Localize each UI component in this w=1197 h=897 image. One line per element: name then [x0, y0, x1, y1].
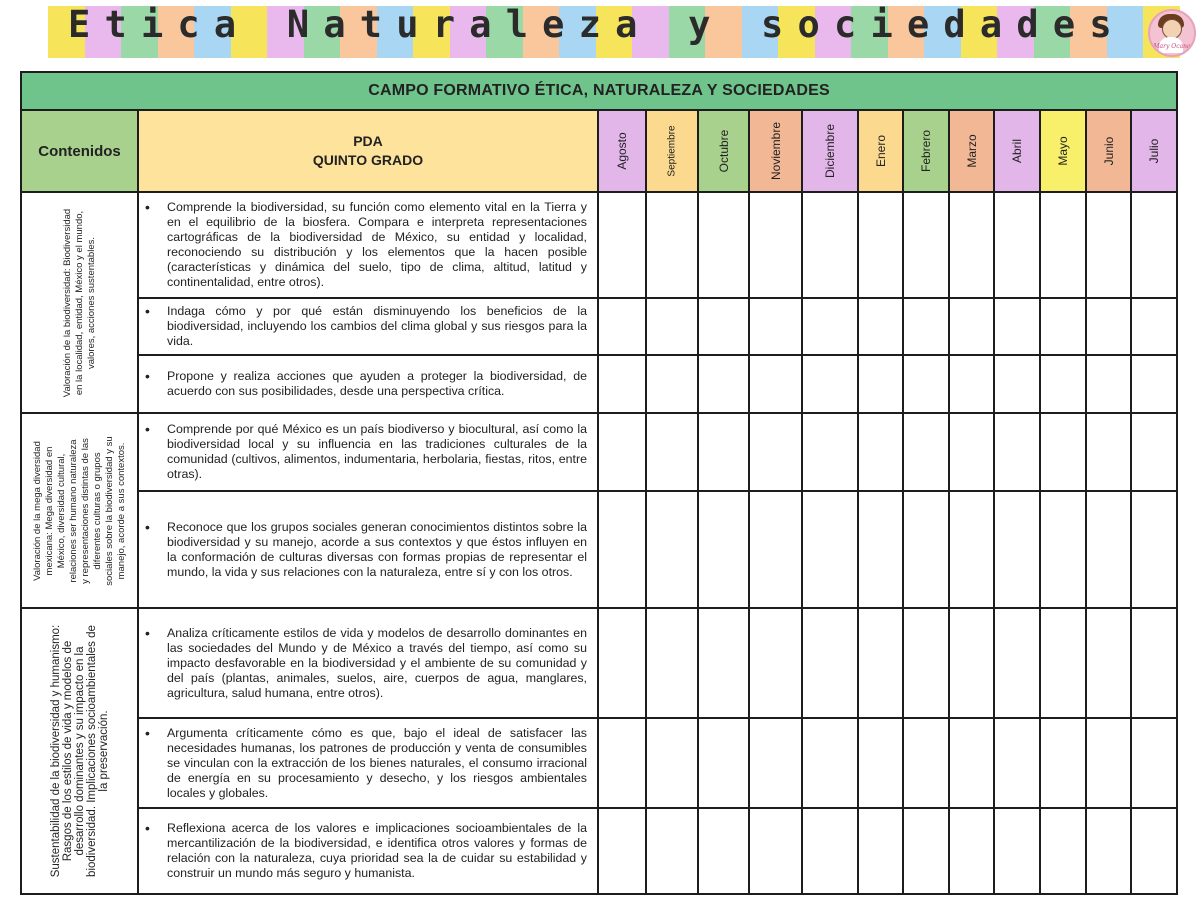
check-cell-octubre[interactable]: [698, 413, 749, 491]
pda-text: Comprende la biodiversidad, su función como elemento vital en la Tierra y en el equilibrio de la biosfera. Compara e interpreta representaciones cartográficas de la biodiversidad de México, su entidad y localidad, reconociendo su distribución y los elementos que la hacen posible (características y dinámica del suelo, tipo de clima, altitud, latitud y continentalidad, entre otros).: [167, 200, 587, 289]
planning-table: [20, 71, 1178, 895]
contenido-cell: [21, 192, 138, 413]
check-cell-noviembre[interactable]: [749, 718, 802, 808]
check-cell-junio[interactable]: [1086, 491, 1131, 608]
check-cell-julio[interactable]: [1131, 491, 1177, 608]
check-cell-julio[interactable]: [1131, 808, 1177, 894]
month-label: Diciembre: [823, 123, 837, 179]
check-cell-abril[interactable]: [994, 298, 1040, 355]
pda-text: Analiza críticamente estilos de vida y modelos de desarrollo dominantes en las sociedades del Mundo y de México a través del tiempo, así como su impacto desfavorable en la biodiversidad y el ambiente de su comunidad y del país (plantas, animales, suelos, aire, cuerpos de agua, manglares, agricultura, salud humana, entre otros).: [167, 625, 587, 700]
month-header-febrero: [903, 110, 949, 192]
month-label: Octubre: [716, 129, 731, 173]
month-label: Abril: [1010, 138, 1024, 164]
bullet-icon: •: [145, 368, 150, 384]
avatar-face-icon: [1162, 19, 1182, 39]
check-cell-enero[interactable]: [858, 298, 903, 355]
check-cell-mayo[interactable]: [1040, 491, 1086, 608]
check-cell-marzo[interactable]: [949, 413, 994, 491]
month-header-septiembre: [646, 110, 698, 192]
month-label: Mayo: [1056, 136, 1070, 166]
pda-cell: [138, 413, 598, 491]
check-cell-noviembre[interactable]: [749, 355, 802, 413]
contenido-text: Valoración de la biodiversidad: Biodiversidad en la localidad, entidad, México y el mundo, valores, acciones sustentables.: [61, 208, 97, 397]
check-cell-marzo[interactable]: [949, 298, 994, 355]
check-cell-enero[interactable]: [858, 718, 903, 808]
pda-text: Propone y realiza acciones que ayuden a proteger la biodiversidad, de acuerdo con sus posibilidades, desde una perspectiva crítica.: [167, 369, 587, 398]
check-cell-mayo[interactable]: [1040, 413, 1086, 491]
check-cell-abril[interactable]: [994, 413, 1040, 491]
check-cell-diciembre[interactable]: [802, 355, 858, 413]
campo-title: CAMPO FORMATIVO ÉTICA, NATURALEZA Y SOCIEDADES: [21, 72, 1177, 110]
month-label: Febrero: [919, 129, 933, 173]
pda-cell: [138, 298, 598, 355]
table-row: [21, 491, 1177, 608]
check-cell-septiembre[interactable]: [646, 491, 698, 608]
check-cell-septiembre[interactable]: [646, 808, 698, 894]
check-cell-agosto[interactable]: [598, 298, 646, 355]
check-cell-marzo[interactable]: [949, 808, 994, 894]
check-cell-marzo[interactable]: [949, 491, 994, 608]
check-cell-agosto[interactable]: [598, 491, 646, 608]
check-cell-noviembre[interactable]: [749, 808, 802, 894]
check-cell-marzo[interactable]: [949, 355, 994, 413]
check-cell-octubre[interactable]: [698, 355, 749, 413]
pda-cell: [138, 718, 598, 808]
month-header-julio: [1131, 110, 1177, 192]
pda-cell: [138, 192, 598, 298]
check-cell-mayo[interactable]: [1040, 192, 1086, 298]
check-cell-abril[interactable]: [994, 491, 1040, 608]
check-cell-marzo[interactable]: [949, 718, 994, 808]
check-cell-junio[interactable]: [1086, 355, 1131, 413]
check-cell-agosto[interactable]: [598, 808, 646, 894]
check-cell-junio[interactable]: [1086, 718, 1131, 808]
check-cell-septiembre[interactable]: [646, 718, 698, 808]
check-cell-junio[interactable]: [1086, 808, 1131, 894]
check-cell-octubre[interactable]: [698, 608, 749, 718]
contenido-cell: [21, 608, 138, 894]
table-row: [21, 608, 1177, 718]
check-cell-abril[interactable]: [994, 192, 1040, 298]
check-cell-febrero[interactable]: [903, 718, 949, 808]
check-cell-julio[interactable]: [1131, 355, 1177, 413]
check-cell-mayo[interactable]: [1040, 355, 1086, 413]
check-cell-julio[interactable]: [1131, 192, 1177, 298]
grado-label: QUINTO GRADO: [312, 152, 424, 168]
check-cell-julio[interactable]: [1131, 718, 1177, 808]
check-cell-enero[interactable]: [858, 413, 903, 491]
check-cell-mayo[interactable]: [1040, 298, 1086, 355]
check-cell-enero[interactable]: [858, 491, 903, 608]
check-cell-abril[interactable]: [994, 808, 1040, 894]
check-cell-diciembre[interactable]: [802, 718, 858, 808]
check-cell-noviembre[interactable]: [749, 491, 802, 608]
pda-text: Comprende por qué México es un país biodiverso y biocultural, así como la biodiversidad local y su influencia en las tradiciones culturales de la comunidad (cultivos, alimentos, indumentaria, herbolaria, fiestas, ritos, entre otras).: [167, 422, 587, 481]
month-label: Julio: [1147, 138, 1162, 164]
check-cell-agosto[interactable]: [598, 718, 646, 808]
check-cell-enero[interactable]: [858, 192, 903, 298]
check-cell-diciembre[interactable]: [802, 192, 858, 298]
table-row: [21, 718, 1177, 808]
month-header-enero: [858, 110, 903, 192]
check-cell-mayo[interactable]: [1040, 808, 1086, 894]
pda-text: Argumenta críticamente cómo es que, bajo el ideal de satisfacer las necesidades humanas, los patrones de producción y venta de consumibles se vinculan con la extracción de los bienes naturales, el consumo irracional de energía en su procesamiento y desecho, y los riesgos ambientales locales y globales.: [167, 725, 587, 800]
bullet-icon: •: [145, 624, 150, 641]
check-cell-diciembre[interactable]: [802, 491, 858, 608]
table-row: [21, 355, 1177, 413]
pda-header: [138, 110, 598, 192]
pda-text: Reconoce que los grupos sociales generan conocimientos distintos sobre la biodiversidad y su manejo, acorde a sus contextos y que éstos influyen en la conformación de culturas diversas con formas propias de representar el mundo, la vida y sus relaciones con la naturaleza, entre sí y con los otros.: [167, 519, 587, 579]
table-row: [21, 808, 1177, 894]
month-header-junio: [1086, 110, 1131, 192]
contenidos-header: Contenidos: [21, 110, 138, 192]
check-cell-febrero[interactable]: [903, 413, 949, 491]
pda-text: Indaga cómo y por qué están disminuyendo los beneficios de la biodiversidad, incluyendo los cambios del clima global y sus riesgos para la vida.: [167, 304, 587, 348]
check-cell-noviembre[interactable]: [749, 608, 802, 718]
check-cell-junio[interactable]: [1086, 298, 1131, 355]
pda-label: PDA: [353, 133, 383, 149]
month-label: Agosto: [615, 132, 629, 170]
column-header-row: [21, 110, 1177, 192]
pda-cell: [138, 355, 598, 413]
check-cell-febrero[interactable]: [903, 491, 949, 608]
month-label: Noviembre: [768, 121, 783, 181]
check-cell-agosto[interactable]: [598, 413, 646, 491]
check-cell-septiembre[interactable]: [646, 413, 698, 491]
month-header-noviembre: [749, 110, 802, 192]
check-cell-abril[interactable]: [994, 608, 1040, 718]
month-header-diciembre: [802, 110, 858, 192]
pda-text: Reflexiona acerca de los valores e implicaciones socioambientales de la mercantilización de la biodiversidad, e identifica otros valores y formas de relación con la naturaleza, cuya prioridad sea la de cuidar su estabilidad y construir un mundo más seguro y humanista.: [167, 821, 587, 880]
check-cell-agosto[interactable]: [598, 608, 646, 718]
check-cell-noviembre[interactable]: [749, 298, 802, 355]
table-row: [21, 192, 1177, 298]
check-cell-octubre[interactable]: [698, 718, 749, 808]
check-cell-enero[interactable]: [858, 355, 903, 413]
bullet-icon: •: [145, 199, 150, 215]
check-cell-abril[interactable]: [994, 718, 1040, 808]
check-cell-enero[interactable]: [858, 808, 903, 894]
title-banner: [0, 0, 1197, 58]
bullet-icon: •: [145, 724, 150, 741]
check-cell-octubre[interactable]: [698, 192, 749, 298]
check-cell-agosto[interactable]: [598, 355, 646, 413]
check-cell-julio[interactable]: [1131, 413, 1177, 491]
campo-row: [21, 72, 1177, 110]
check-cell-febrero[interactable]: [903, 808, 949, 894]
check-cell-marzo[interactable]: [949, 608, 994, 718]
pda-cell: [138, 608, 598, 718]
check-cell-febrero[interactable]: [903, 192, 949, 298]
page-title: Etica Naturaleza y sociedades: [68, 3, 1126, 46]
month-label: Junio: [1101, 136, 1116, 166]
bullet-icon: •: [145, 820, 150, 836]
month-header-abril: [994, 110, 1040, 192]
contenido-text: Valoración de la mega diversidad mexicana: Mega diversidad en México, diversidad cultural, relaciones ser humano naturaleza y representaciones distintas de las diferentes culturas o grupos sociales sobre la biodiversidad y su manejo, acorde a sus contextos.: [31, 435, 127, 586]
bullet-icon: •: [145, 518, 150, 535]
month-header-marzo: [949, 110, 994, 192]
month-label: Marzo: [964, 134, 979, 168]
check-cell-febrero[interactable]: [903, 608, 949, 718]
check-cell-junio[interactable]: [1086, 192, 1131, 298]
month-header-octubre: [698, 110, 749, 192]
check-cell-mayo[interactable]: [1040, 608, 1086, 718]
pda-cell: [138, 491, 598, 608]
check-cell-agosto[interactable]: [598, 192, 646, 298]
month-header-agosto: [598, 110, 646, 192]
check-cell-octubre[interactable]: [698, 808, 749, 894]
month-header-mayo: [1040, 110, 1086, 192]
check-cell-marzo[interactable]: [949, 192, 994, 298]
check-cell-junio[interactable]: [1086, 608, 1131, 718]
month-label: Enero: [873, 134, 888, 168]
check-cell-julio[interactable]: [1131, 298, 1177, 355]
check-cell-septiembre[interactable]: [646, 192, 698, 298]
table-row: [21, 413, 1177, 491]
check-cell-febrero[interactable]: [903, 355, 949, 413]
check-cell-octubre[interactable]: [698, 491, 749, 608]
check-cell-octubre[interactable]: [698, 298, 749, 355]
check-cell-noviembre[interactable]: [749, 192, 802, 298]
check-cell-diciembre[interactable]: [802, 413, 858, 491]
month-label: Septiembre: [666, 125, 678, 177]
check-cell-septiembre[interactable]: [646, 608, 698, 718]
logo-text: Mary Ocana: [1153, 43, 1191, 50]
bullet-icon: •: [145, 421, 150, 437]
check-cell-abril[interactable]: [994, 355, 1040, 413]
table-row: [21, 298, 1177, 355]
bullet-icon: •: [145, 303, 150, 319]
check-cell-diciembre[interactable]: [802, 808, 858, 894]
check-cell-noviembre[interactable]: [749, 413, 802, 491]
check-cell-enero[interactable]: [858, 608, 903, 718]
check-cell-julio[interactable]: [1131, 608, 1177, 718]
pda-cell: [138, 808, 598, 894]
check-cell-diciembre[interactable]: [802, 298, 858, 355]
check-cell-septiembre[interactable]: [646, 298, 698, 355]
check-cell-diciembre[interactable]: [802, 608, 858, 718]
contenido-text: Sustentabilidad de la biodiversidad y humanismo: Rasgos de los estilos de vida y modelos de desarrollo dominantes y su impacto en la biodiversidad. Implicaciones socioambientales de la preservación.: [49, 624, 110, 878]
check-cell-febrero[interactable]: [903, 298, 949, 355]
check-cell-junio[interactable]: [1086, 413, 1131, 491]
check-cell-mayo[interactable]: [1040, 718, 1086, 808]
contenido-cell: [21, 413, 138, 608]
check-cell-septiembre[interactable]: [646, 355, 698, 413]
avatar-logo: [1148, 9, 1196, 57]
